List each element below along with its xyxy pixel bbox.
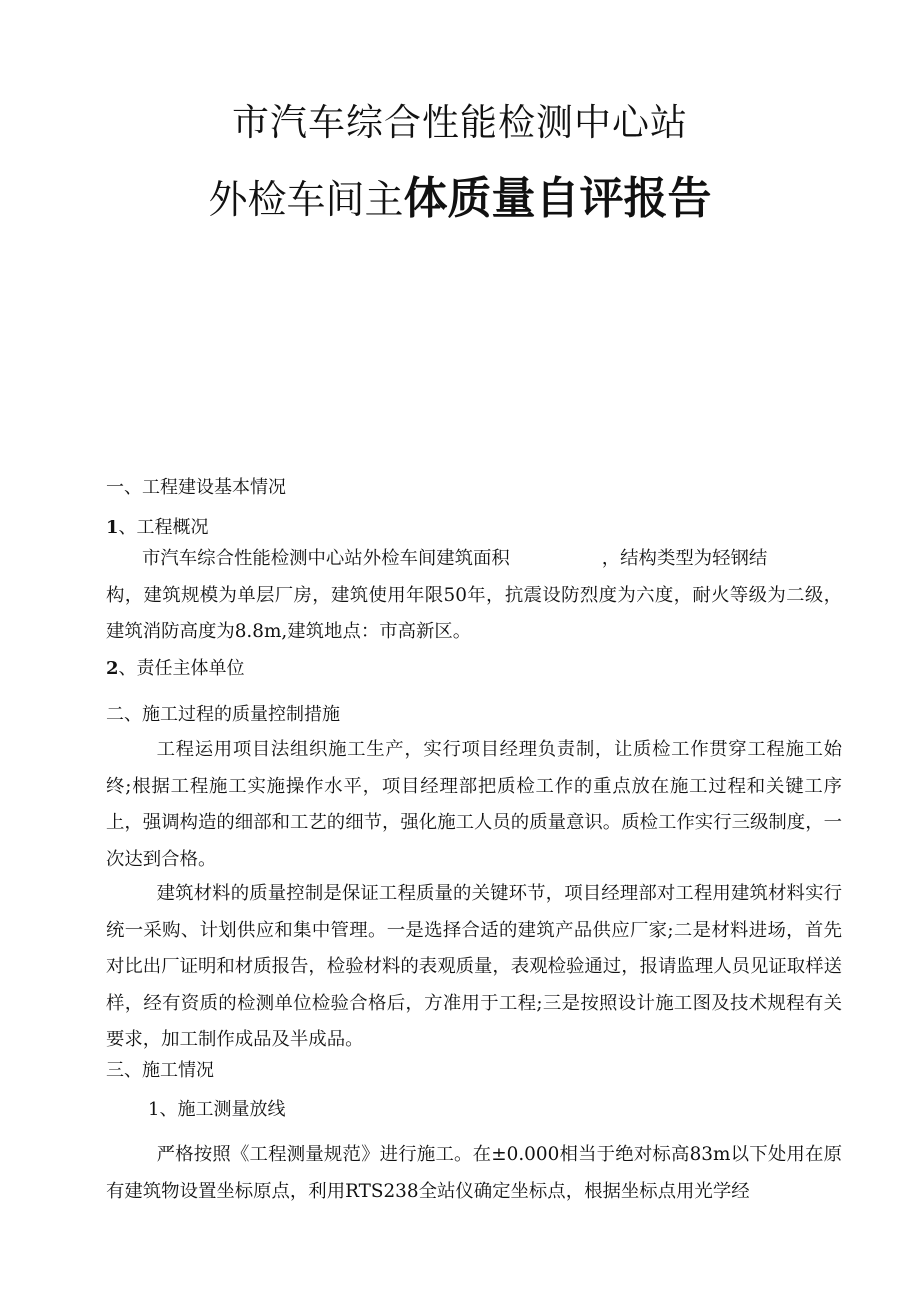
section-1-1-number: 1 <box>106 517 119 538</box>
section-1-1-paragraph-rest: 构，建筑规模为单层厂房，建筑使用年限50年，抗震设防烈度为六度，耐火等级为二级，建筑消防高度为8.8m,建筑地点：市高新区。 <box>106 584 842 643</box>
section-1-1-paragraph <box>106 541 842 651</box>
section-1-2-number: 2 <box>106 658 119 679</box>
section-3-heading: 三、施工情况 <box>106 1060 214 1081</box>
report-title-line2-part2: 体质量自评报告 <box>403 173 712 224</box>
section-3-paragraph-1: 严格按照《工程测量规范》进行施工。在±0.000相当于绝对标高83m以下处用在原有建筑物设置坐标原点，利用RTS238全站仪确定坐标点，根据坐标点用光学经 <box>106 1144 842 1202</box>
section-3-1-heading: 1、施工测量放线 <box>148 1099 286 1120</box>
section-2-paragraph-1: 工程运用项目法组织施工生产，实行项目经理负责制，让质检工作贯穿工程施工始终;根据工程施工实施操作水平，项目经理部把质检工作的重点放在施工过程和关键工序上，强调构造的细部和工艺的细节，强化施工人员的质量意识。质检工作实行三级制度，一次达到合格。 <box>106 739 842 870</box>
report-title-line1: 市汽车综合性能检测中心站 <box>232 101 688 144</box>
section-1-heading: 一、工程建设基本情况 <box>106 477 286 498</box>
section-1-1-paragraph-line1: 市汽车综合性能检测中心站外检车间建筑面积 ，结构类型为轻钢结 <box>142 548 768 569</box>
section-1-2-title: 、责任主体单位 <box>118 658 245 679</box>
section-2-heading: 二、施工过程的质量控制措施 <box>106 704 340 725</box>
section-1-2-heading <box>106 651 846 687</box>
report-title-line2 <box>0 162 920 226</box>
report-title-line2-part1: 外检车间主 <box>208 178 404 223</box>
section-2-paragraph-2: 建筑材料的质量控制是保证工程质量的关键环节，项目经理部对工程用建筑材料实行统一采购、计划供应和集中管理。一是选择合适的建筑产品供应厂家;二是材料进场，首先对比出厂证明和材质报告，检验材料的表观质量，表观检验通过，报请监理人员见证取样送样，经有资质的检测单位检验合格后，方准用于工程;三是按照设计施工图及技术规程有关要求，加工制作成品及半成品。 <box>106 883 842 1051</box>
section-1-1-title: 、工程概况 <box>118 517 209 538</box>
